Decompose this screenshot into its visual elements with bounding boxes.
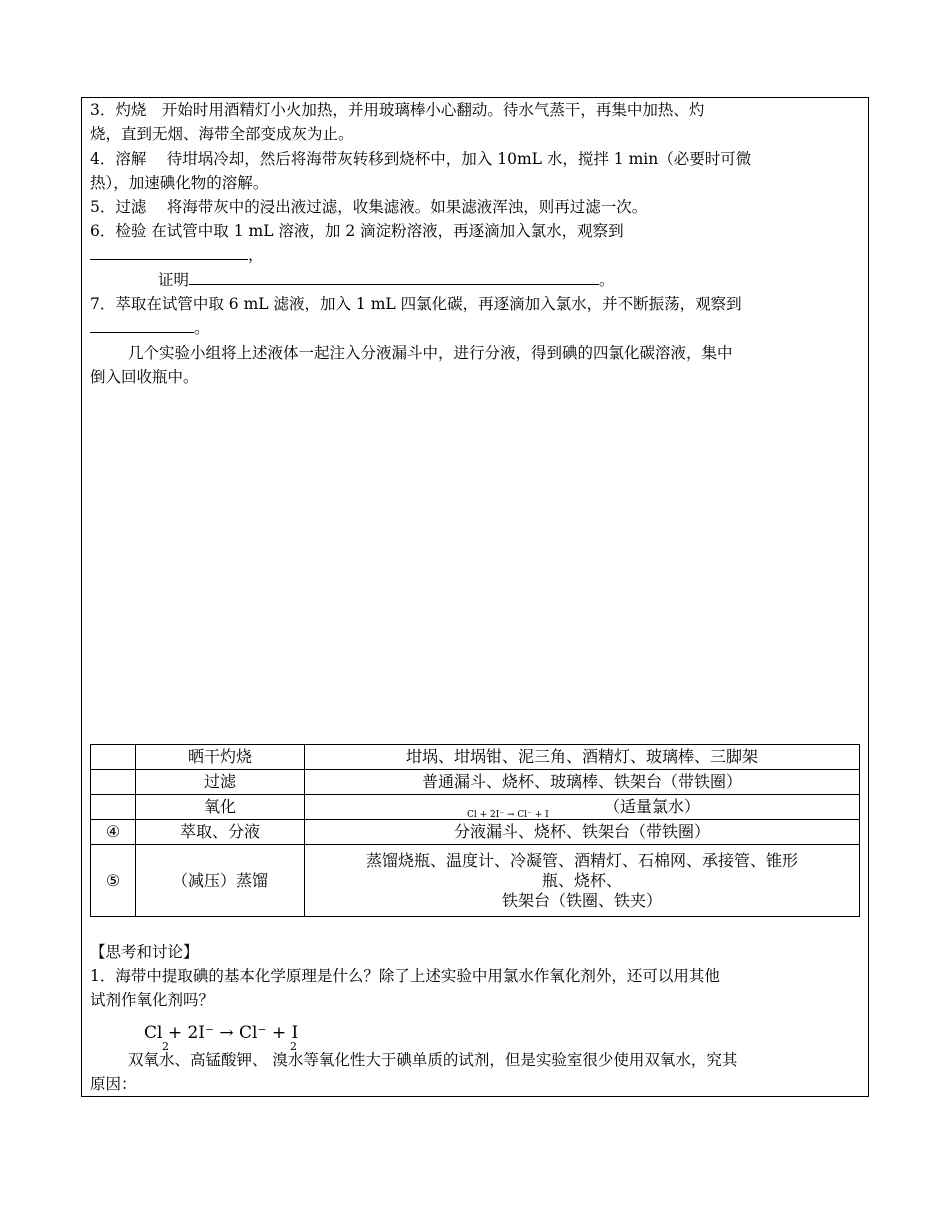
proof-label: 证明 xyxy=(158,271,190,289)
period: 。 xyxy=(599,271,615,289)
paragraph-line-1: 几个实验小组将上述液体一起注入分液漏斗中，进行分液，得到碘的四氯化碳溶液，集中 xyxy=(128,344,733,362)
step-3-line-2: 烧，直到无烟、海带全部变成灰为止。 xyxy=(90,125,354,143)
operation-cell: （减压）蒸馏 xyxy=(136,845,305,917)
period: 。 xyxy=(194,319,210,337)
step-4-line-1: 4．溶解 待坩埚冷却，然后将海带灰转移到烧杯中，加入 10mL 水，搅拌 1 min（必要时可微 xyxy=(90,150,752,168)
row-number xyxy=(91,745,136,770)
step-5-line-1: 5．过滤 将海带灰中的浸出液过滤，收集滤液。如果滤液浑浊，则再过滤一次。 xyxy=(90,198,648,216)
chemical-equation: Cl + 2I⁻ → Cl⁻ + I xyxy=(144,1023,299,1043)
step-3-line-1: 3．灼烧 开始时用酒精灯小火加热，并用玻璃棒小心翻动。待水气蒸干，再集中加热、灼 xyxy=(90,101,705,119)
step-6-line-1: 6．检验 在试管中取 1 mL 溶液，加 2 滴淀粉溶液，再逐滴加入氯水，观察到 xyxy=(90,222,624,240)
subscript: 2 xyxy=(290,1040,297,1053)
table-row xyxy=(91,845,860,917)
table-row xyxy=(91,770,860,795)
step-7-line-1: 7．萃取在试管中取 6 mL 滤液，加入 1 mL 四氯化碳，再逐滴加入氯水，并不断振荡，观察到 xyxy=(90,295,742,313)
table-row xyxy=(91,820,860,845)
step-6-proof-line xyxy=(158,270,615,290)
equipment-cell: 坩埚、坩埚钳、泥三角、酒精灯、玻璃棒、三脚架 xyxy=(305,745,860,770)
paragraph-line-2: 倒入回收瓶中。 xyxy=(90,368,199,386)
row-number: ④ xyxy=(91,820,136,845)
answer-blank[interactable] xyxy=(90,245,248,260)
answer-blank[interactable] xyxy=(189,270,599,285)
equipment-line: 蒸馏烧瓶、温度计、冷凝管、酒精灯、石棉网、承接管、锥形 xyxy=(365,850,798,870)
answer-line-1: 双氧水、高锰酸钾、 溴水等氧化性大于碘单质的试剂，但是实验室很少使用双氧水，究其 xyxy=(128,1051,738,1069)
table-row xyxy=(91,745,860,770)
step-6-blank-line xyxy=(90,245,264,265)
equipment-cell xyxy=(305,845,860,917)
table-row xyxy=(91,795,860,820)
equipment-cell xyxy=(305,795,860,820)
equipment-cell: 普通漏斗、烧杯、玻璃棒、铁架台（带铁圈） xyxy=(305,770,860,795)
comma: ， xyxy=(248,246,264,264)
discussion-heading: 【思考和讨论】 xyxy=(90,943,199,961)
equipment-line: 瓶、烧杯、 xyxy=(541,870,622,890)
question-1-line-2: 试剂作氧化剂吗？ xyxy=(90,991,215,1009)
step-4-line-2: 热），加速碘化物的溶解。 xyxy=(90,174,269,192)
operation-cell: 晒干灼烧 xyxy=(136,745,305,770)
oxidant-note: （适量氯水） xyxy=(603,797,700,816)
operation-cell: 过滤 xyxy=(136,770,305,795)
row-number: ⑤ xyxy=(91,845,136,917)
operation-cell: 氧化 xyxy=(136,795,305,820)
answer-line-2: 原因： xyxy=(90,1075,137,1093)
equipment-table xyxy=(90,744,860,917)
operation-cell: 萃取、分液 xyxy=(136,820,305,845)
equipment-line: 铁架台（铁圈、铁夹） xyxy=(501,890,662,910)
step-7-blank-line xyxy=(90,318,210,338)
row-number xyxy=(91,770,136,795)
row-number xyxy=(91,795,136,820)
subscript: 2 xyxy=(162,1040,169,1053)
answer-blank[interactable] xyxy=(90,318,194,333)
chemical-equation: Cl + 2I⁻ → Cl⁻ + I xyxy=(467,810,549,820)
equipment-cell: 分液漏斗、烧杯、铁架台（带铁圈） xyxy=(305,820,860,845)
question-1-line-1: 1．海带中提取碘的基本化学原理是什么？除了上述实验中用氯水作氧化剂外，还可以用其他 xyxy=(90,967,720,985)
